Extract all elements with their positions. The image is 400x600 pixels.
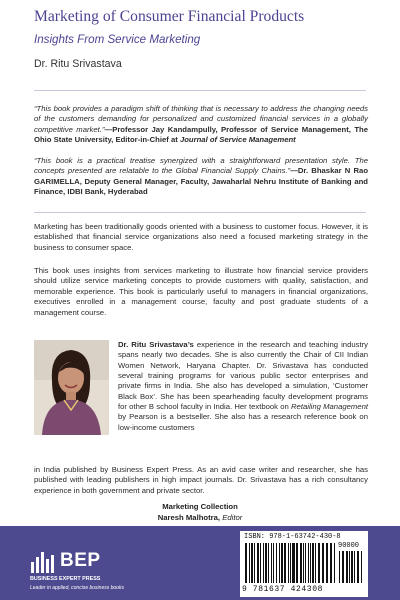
bar-chart-icon xyxy=(30,548,56,574)
author-bio-continued: in India published by Business Expert Press. As an avid case writer and researcher, she has published with leading publishers in high impact journals. Dr. Srivastava has a rich consultancy experience in both government and private sector. xyxy=(34,465,368,495)
endorsement-1-attribution: —Professor Jay Kandampully, Professor of Service Management, The Ohio State University, Editor-in-Chief at xyxy=(34,124,368,145)
footer-band xyxy=(0,526,400,600)
publisher-logo xyxy=(30,548,130,591)
endorsement-2 xyxy=(34,156,368,198)
publisher-tagline: Leader in applied, concise business books xyxy=(30,585,124,591)
collection-editor xyxy=(0,513,400,522)
barcode-panel xyxy=(240,531,368,597)
description-paragraph-1: Marketing has been traditionally goods oriented with a business to customer focus. However, it is established that financial service organizations also need a focused marketing strategy in the business to consumer space. xyxy=(34,222,368,252)
endorsement-2-text: “This book is a practical treatise synergized with a straightforward presentation style. The concepts presented are relatable to the Global Financial Supply Chains.” xyxy=(34,156,368,176)
addon-barcode-icon xyxy=(338,551,366,583)
divider-middle xyxy=(34,212,366,213)
bio-text-2: by Pearson is a bestseller. She also has a research reference book on low-income customers xyxy=(118,412,368,432)
book-subtitle: Insights From Service Marketing xyxy=(34,33,201,46)
bio-name: Dr. Ritu Srivastava’s xyxy=(118,340,194,349)
addon-number: 90000 xyxy=(338,542,360,550)
description-paragraph-2: This book uses insights from services marketing to illustrate how financial service providers should utilize service marketing concepts to provide customers with quality, satisfaction, and memorable experience. This book is particularly useful to managers in financial organizations, executives enrolled in a management course, faculty and post graduate students of a management course. xyxy=(34,266,368,317)
endorsement-1-journal: Journal of Service Management xyxy=(179,135,296,145)
book-author: Dr. Ritu Srivastava xyxy=(34,58,122,70)
endorsement-1-text: “This book provides a paradigm shift of thinking that is necessary to address the changing needs of the customers demanding for personalized and customized financial services in a globally competitive market.” xyxy=(34,104,368,134)
endorsement-2-attribution: —Dr. Bhaskar N Rao GARIMELLA, Deputy General Manager, Faculty, Jawaharlal Nehru Institute of Banking and Finance, IDBI Bank, Hyderabad xyxy=(34,166,369,197)
endorsement-1 xyxy=(34,104,368,146)
isbn-label: ISBN: 978-1-63742-430-8 xyxy=(244,533,341,541)
bio-book-title: Retailing Management xyxy=(291,402,368,412)
bio-text-1: experience in the research and teaching industry spans nearly two decades. She is also currently the Chair of CII Indian Women Network, Haryana Chapter. Dr. Srivastava has conducted several training programs for various public sector enterprises and private firms in India. She also has developed a simulation, ‘Customer Black Box’. She has been spearheading faculty development programs for other B school faculty in India. Her textbook on xyxy=(118,340,369,412)
ean-number: 9 781637 424308 xyxy=(242,585,324,594)
editor-role: Editor xyxy=(222,513,243,522)
book-title: Marketing of Consumer Financial Products xyxy=(34,8,305,25)
author-bio xyxy=(118,340,368,433)
barcode-icon xyxy=(244,543,336,583)
collection-name: Marketing Collection xyxy=(162,502,238,511)
publisher-logo-text: BEP xyxy=(60,550,101,571)
editor-name: Naresh Malhotra, xyxy=(157,513,221,522)
divider-top xyxy=(34,90,366,91)
publisher-name: BUSINESS EXPERT PRESS xyxy=(30,576,101,582)
author-photo xyxy=(34,340,109,435)
